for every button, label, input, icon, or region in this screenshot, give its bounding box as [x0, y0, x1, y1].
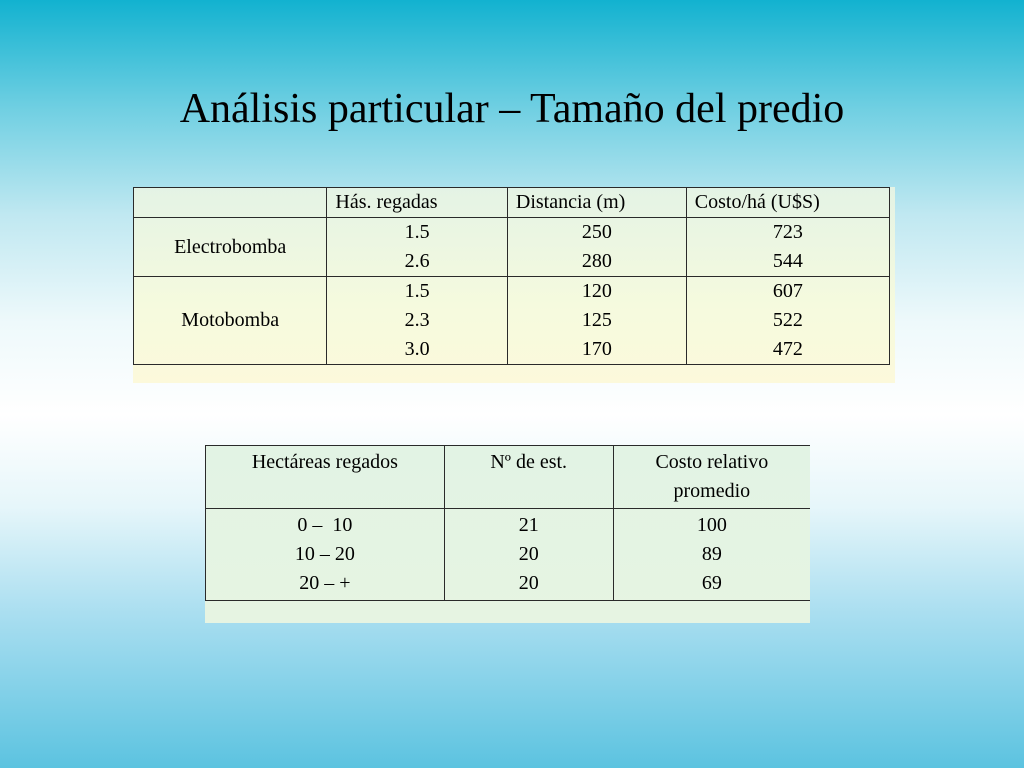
header-distancia: Distancia (m): [507, 188, 686, 218]
cell-value: 21: [518, 514, 539, 536]
cell-value: 20: [518, 543, 539, 565]
header-empty: [134, 188, 327, 218]
cell-value: 607: [772, 280, 803, 302]
cell-value: 120: [581, 280, 612, 302]
cell-value: 3.0: [404, 338, 430, 360]
header-costo-relativo: Costo relativo promedio: [613, 446, 810, 509]
cell-value: 0 – 10: [297, 514, 353, 536]
cell-value: 250: [581, 221, 612, 243]
empty-cell: [206, 601, 811, 628]
cell-costo-relativo: [613, 509, 810, 601]
cell-value: 125: [581, 309, 612, 331]
cell-value: 1.5: [404, 280, 430, 302]
cell-costo-electro: [686, 218, 889, 277]
table-2: [205, 445, 810, 627]
cell-value: 723: [772, 221, 803, 243]
cell-has-moto: [327, 277, 508, 365]
table-empty-row: [206, 601, 811, 628]
header-costo-ha: Costo/há (U$S): [686, 188, 889, 218]
table-row-electrobomba: [134, 218, 890, 277]
cell-value: 69: [701, 572, 722, 594]
header-num-est: Nº de est.: [444, 446, 613, 509]
table-hectareas: [205, 445, 810, 623]
cell-value: 2.3: [404, 309, 430, 331]
table-row: [206, 509, 811, 601]
cell-num-est: [444, 509, 613, 601]
cell-distancia-electro: [507, 218, 686, 277]
cell-costo-moto: [686, 277, 889, 365]
cell-value: 544: [772, 250, 803, 272]
header-has-regadas: Hás. regadas: [327, 188, 508, 218]
cell-value: 1.5: [404, 221, 430, 243]
cell-distancia-moto: [507, 277, 686, 365]
cell-value: 89: [701, 543, 722, 565]
slide-title: Análisis particular – Tamaño del predio: [179, 86, 845, 132]
cell-hectareas: [206, 509, 445, 601]
cell-value: 10 – 20: [294, 543, 355, 565]
cell-value: 100: [696, 514, 727, 536]
cell-value: 522: [772, 309, 803, 331]
cell-has-electro: [327, 218, 508, 277]
header-hectareas: Hectáreas regados: [206, 446, 445, 509]
row-label-electrobomba: Electrobomba: [134, 218, 327, 277]
cell-value: 280: [581, 250, 612, 272]
row-label-motobomba: Motobomba: [134, 277, 327, 365]
cell-value: 170: [581, 338, 612, 360]
cell-value: 20: [518, 572, 539, 594]
table-header-row: [134, 188, 890, 218]
cell-value: 20 – +: [299, 572, 351, 594]
cell-value: 472: [772, 338, 803, 360]
table-electro-moto: [133, 187, 895, 383]
cell-value: 2.6: [404, 250, 430, 272]
table-1: [133, 187, 890, 365]
table-row-motobomba: [134, 277, 890, 365]
table-header-row: [206, 446, 811, 509]
